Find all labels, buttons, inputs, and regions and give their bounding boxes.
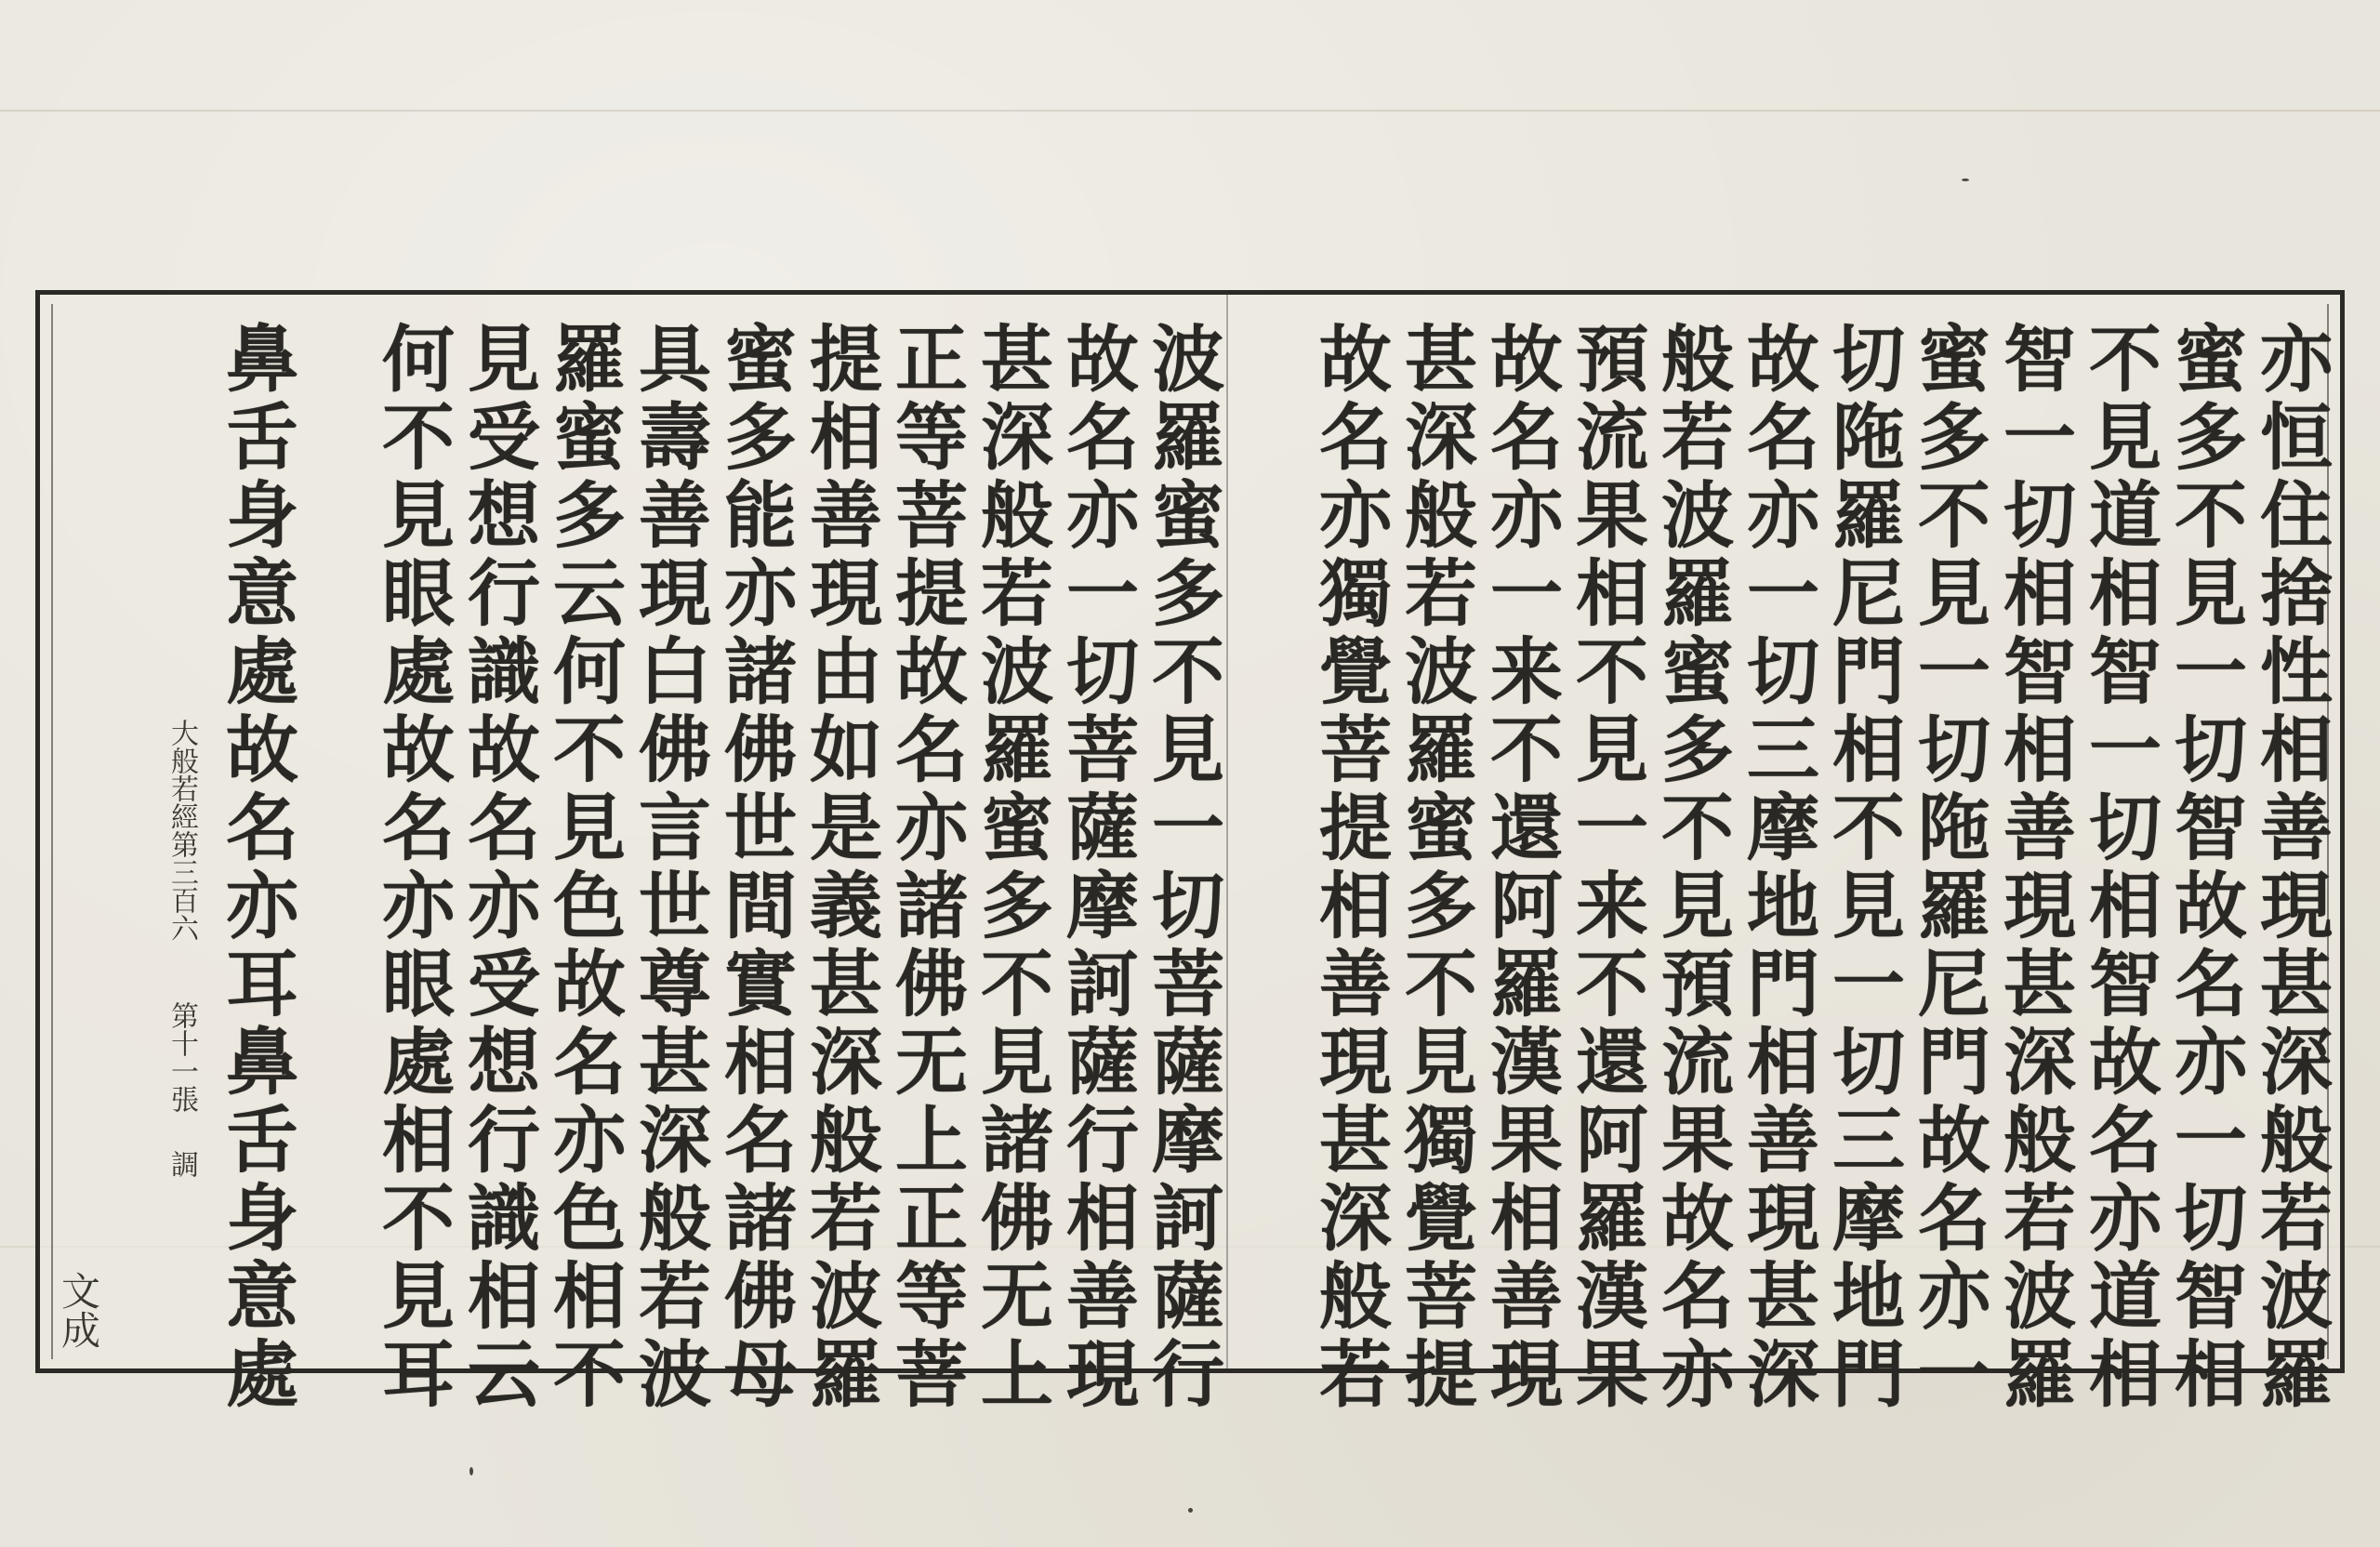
text-column-22: 何不見眼處故名亦眼處相不見耳: [370, 321, 455, 1414]
text-column-14: 故名亦一切菩薩摩訶薩行相善現: [1054, 321, 1139, 1414]
woodblock-print-frame: [35, 290, 2345, 1414]
text-column-16: 正等菩提故名亦諸佛无上正等菩: [883, 321, 968, 1414]
text-column-19: 具壽善現白佛言世尊甚深般若波: [627, 321, 711, 1414]
margin-carver-name: 文成: [56, 1271, 101, 1349]
margin-sutra-title: 大般若經第三百六: [165, 719, 198, 942]
text-column-6: 切陁羅尼門相不見一切三摩地門: [1820, 321, 1905, 1414]
text-column-8: 般若波羅蜜多不見預流果故名亦: [1649, 321, 1734, 1414]
text-column-21: 見受想行識故名亦受想行識相云: [456, 321, 540, 1414]
text-column-2: 蜜多不見一切智故名亦一切智相: [2162, 321, 2247, 1414]
text-column-17: 提相善現由如是義甚深般若波羅: [798, 321, 882, 1414]
text-column-10: 故名亦一来不還阿羅漢果相善現: [1478, 321, 1563, 1414]
text-column-9: 預流果相不見一来不還阿羅漢果: [1564, 321, 1648, 1414]
text-column-3: 不見道相智一切相智故名亦道相: [2077, 321, 2162, 1414]
text-column-7: 故名亦一切三摩地門相善現甚深: [1735, 321, 1819, 1414]
margin-collation-mark: 調: [165, 1150, 198, 1178]
paper-speck: [1962, 178, 1969, 181]
text-column-23: 鼻舌身意處故名亦耳鼻舌身意處: [214, 321, 298, 1414]
text-column-18: 蜜多能亦諸佛世間實相名諸佛母: [712, 321, 797, 1414]
text-column-12: 故名亦獨覺菩提相善現甚深般若: [1307, 321, 1392, 1414]
margin-leaf-number: 第十一張: [165, 1001, 198, 1113]
paper-fold-line: [0, 110, 2380, 112]
text-column-20: 羅蜜多云何不見色故名亦色相不: [541, 321, 626, 1414]
text-column-1: 亦恒住捨性相善現甚深般若波羅: [2248, 321, 2333, 1414]
paper-speck: [469, 1467, 473, 1475]
paper-speck: [1188, 1508, 1193, 1513]
text-column-13: 波羅蜜多不見一切菩薩摩訶薩行: [1140, 321, 1224, 1414]
text-column-15: 甚深般若波羅蜜多不見諸佛无上: [969, 321, 1053, 1414]
text-column-5: 蜜多不見一切陁羅尼門故名亦一: [1906, 321, 1990, 1414]
text-column-11: 甚深般若波羅蜜多不見獨覺菩提: [1393, 321, 1477, 1414]
text-column-4: 智一切相智相善現甚深般若波羅: [1991, 321, 2076, 1414]
